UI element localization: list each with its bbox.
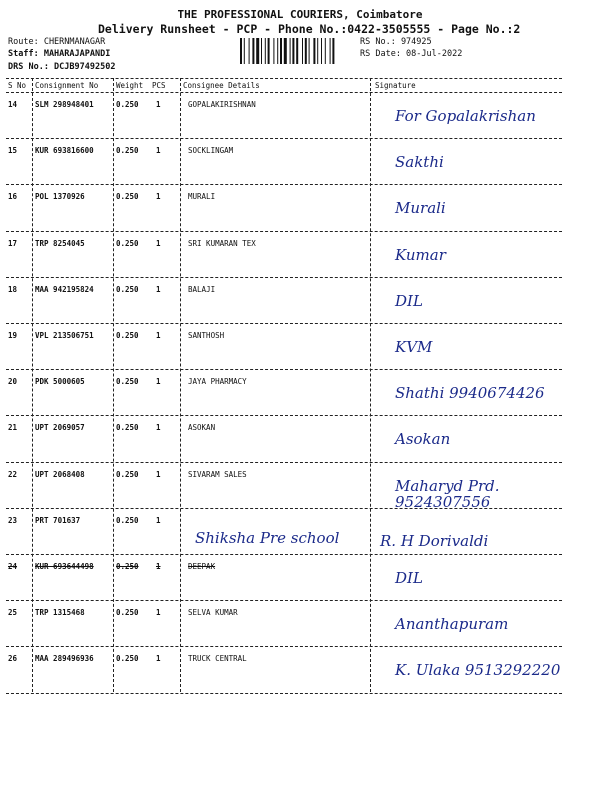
- row-separator: [6, 184, 562, 185]
- row-consignee: SRI KUMARAN TEX: [188, 238, 256, 248]
- row-weight: 0.250: [116, 469, 139, 479]
- row-signature: Sakthi: [395, 153, 444, 172]
- row-weight: 0.250: [116, 192, 139, 202]
- row-separator: [6, 323, 562, 324]
- row-pieces: 1: [156, 608, 161, 618]
- row-pieces: 1: [156, 192, 161, 202]
- column-header-consignment: Consignment No: [35, 81, 99, 90]
- table-top-rule: [6, 78, 562, 79]
- row-consignee: TRUCK CENTRAL: [188, 654, 247, 664]
- row-pieces: 1: [156, 654, 161, 664]
- row-separator: [6, 693, 562, 694]
- row-pieces: 1: [156, 423, 161, 433]
- row-pieces: 1: [156, 146, 161, 156]
- row-signature: DIL: [395, 569, 423, 587]
- row-weight: 0.250: [116, 377, 139, 387]
- row-signature-secondary: R. H Dorivaldi: [380, 531, 489, 550]
- row-serial-number: 26: [8, 654, 18, 664]
- row-weight: 0.250: [116, 100, 139, 109]
- column-header-signature: Signature: [375, 81, 416, 90]
- row-consignee: SANTHOSH: [188, 331, 225, 340]
- row-signature: Shathi 9940674426: [395, 384, 545, 403]
- row-serial-number: 14: [8, 100, 18, 109]
- row-consignee: JAYA PHARMACY: [188, 377, 247, 387]
- row-signature: For Gopalakrishan: [395, 107, 536, 125]
- row-signature: Ananthapuram: [395, 615, 509, 634]
- staff-label: Staff: MAHARAJAPANDI: [8, 49, 111, 59]
- row-weight: 0.250: [116, 608, 139, 618]
- drs-number: DRS No.: DCJB97492502: [8, 62, 116, 72]
- row-serial-number: 17: [8, 238, 18, 248]
- row-consignment-number: POL 1370926: [35, 192, 85, 202]
- row-consignee: MURALI: [188, 192, 216, 202]
- row-serial-number: 18: [8, 284, 18, 294]
- rs-date: RS Date: 08-Jul-2022: [360, 49, 463, 59]
- document-title: THE PROFESSIONAL COURIERS, Coimbatore: [177, 8, 423, 21]
- row-weight: 0.250: [116, 284, 139, 294]
- row-weight: 0.250: [116, 423, 139, 433]
- barcode: [240, 38, 350, 64]
- row-consignee: SOCKLINGAM: [188, 146, 234, 156]
- row-signature: KVM: [395, 338, 433, 356]
- row-signature: Shiksha Pre school: [195, 528, 340, 547]
- row-separator: [6, 369, 562, 370]
- row-consignment-number: PRT 701637: [35, 515, 81, 525]
- row-separator: [6, 462, 562, 463]
- row-consignment-number: VPL 213506751: [35, 331, 94, 340]
- table-header-rule: [6, 92, 562, 93]
- row-consignment-number: TRP 8254045: [35, 238, 85, 248]
- row-consignment-number: KUR 693644498: [35, 562, 94, 571]
- row-separator: [6, 600, 562, 601]
- row-serial-number: 22: [8, 469, 18, 479]
- row-consignment-number: MAA 289496936: [35, 654, 94, 664]
- row-consignment-number: UPT 2069057: [35, 423, 85, 433]
- row-separator: [6, 138, 562, 139]
- row-serial-number: 20: [8, 377, 18, 387]
- row-separator: [6, 508, 562, 509]
- row-separator: [6, 554, 562, 555]
- row-signature: Maharyd Prd. 9524307556: [395, 476, 500, 511]
- row-separator: [6, 231, 562, 232]
- row-consignment-number: KUR 693816600: [35, 146, 94, 156]
- row-pieces: 1: [156, 515, 161, 525]
- row-separator: [6, 415, 562, 416]
- row-consignee: GOPALAKIRISHNAN: [188, 100, 256, 109]
- row-signature: Kumar: [395, 245, 446, 264]
- row-consignee: SELVA KUMAR: [188, 608, 238, 618]
- row-signature: Asokan: [395, 430, 451, 449]
- row-serial-number: 25: [8, 608, 18, 618]
- row-pieces: 1: [156, 284, 161, 294]
- row-consignee: DEEPAK: [188, 562, 216, 571]
- rs-number: RS No.: 974925: [360, 37, 432, 47]
- row-weight: 0.250: [116, 331, 139, 340]
- column-header-pcs: PCS: [152, 81, 166, 90]
- row-pieces: 1: [156, 469, 161, 479]
- row-serial-number: 15: [8, 146, 18, 156]
- row-serial-number: 24: [8, 562, 18, 571]
- row-serial-number: 23: [8, 515, 18, 525]
- row-serial-number: 16: [8, 192, 18, 202]
- row-pieces: 1: [156, 238, 161, 248]
- row-pieces: 1: [156, 562, 161, 571]
- row-consignee: BALAJI: [188, 284, 216, 294]
- row-pieces: 1: [156, 377, 161, 387]
- row-consignment-number: UPT 2068408: [35, 469, 85, 479]
- document-subtitle: Delivery Runsheet - PCP - Phone No.:0422-3505555 - Page No.:2: [98, 22, 521, 36]
- row-pieces: 1: [156, 331, 161, 340]
- row-weight: 0.250: [116, 515, 139, 525]
- column-header-weight: Weight: [116, 81, 144, 90]
- row-weight: 0.250: [116, 238, 139, 248]
- column-header-consignee: Consignee Details: [183, 81, 260, 90]
- row-consignee: SIVARAM SALES: [188, 469, 247, 479]
- column-header-sno: S No: [8, 81, 27, 90]
- row-signature: K. Ulaka 9513292220: [395, 661, 561, 680]
- row-consignment-number: TRP 1315468: [35, 608, 85, 618]
- row-consignment-number: PDK 5000605: [35, 377, 85, 387]
- row-signature: Murali: [395, 199, 446, 218]
- route-label: Route: CHERNMANAGAR: [8, 37, 106, 47]
- row-weight: 0.250: [116, 562, 139, 571]
- row-consignment-number: SLM 298948401: [35, 100, 94, 109]
- row-serial-number: 21: [8, 423, 18, 433]
- row-weight: 0.250: [116, 654, 139, 664]
- row-consignee: ASOKAN: [188, 423, 216, 433]
- row-pieces: 1: [156, 100, 161, 109]
- row-serial-number: 19: [8, 331, 18, 340]
- row-separator: [6, 277, 562, 278]
- row-weight: 0.250: [116, 146, 139, 156]
- row-signature: DIL: [395, 291, 423, 310]
- row-separator: [6, 646, 562, 647]
- row-consignment-number: MAA 942195824: [35, 284, 94, 294]
